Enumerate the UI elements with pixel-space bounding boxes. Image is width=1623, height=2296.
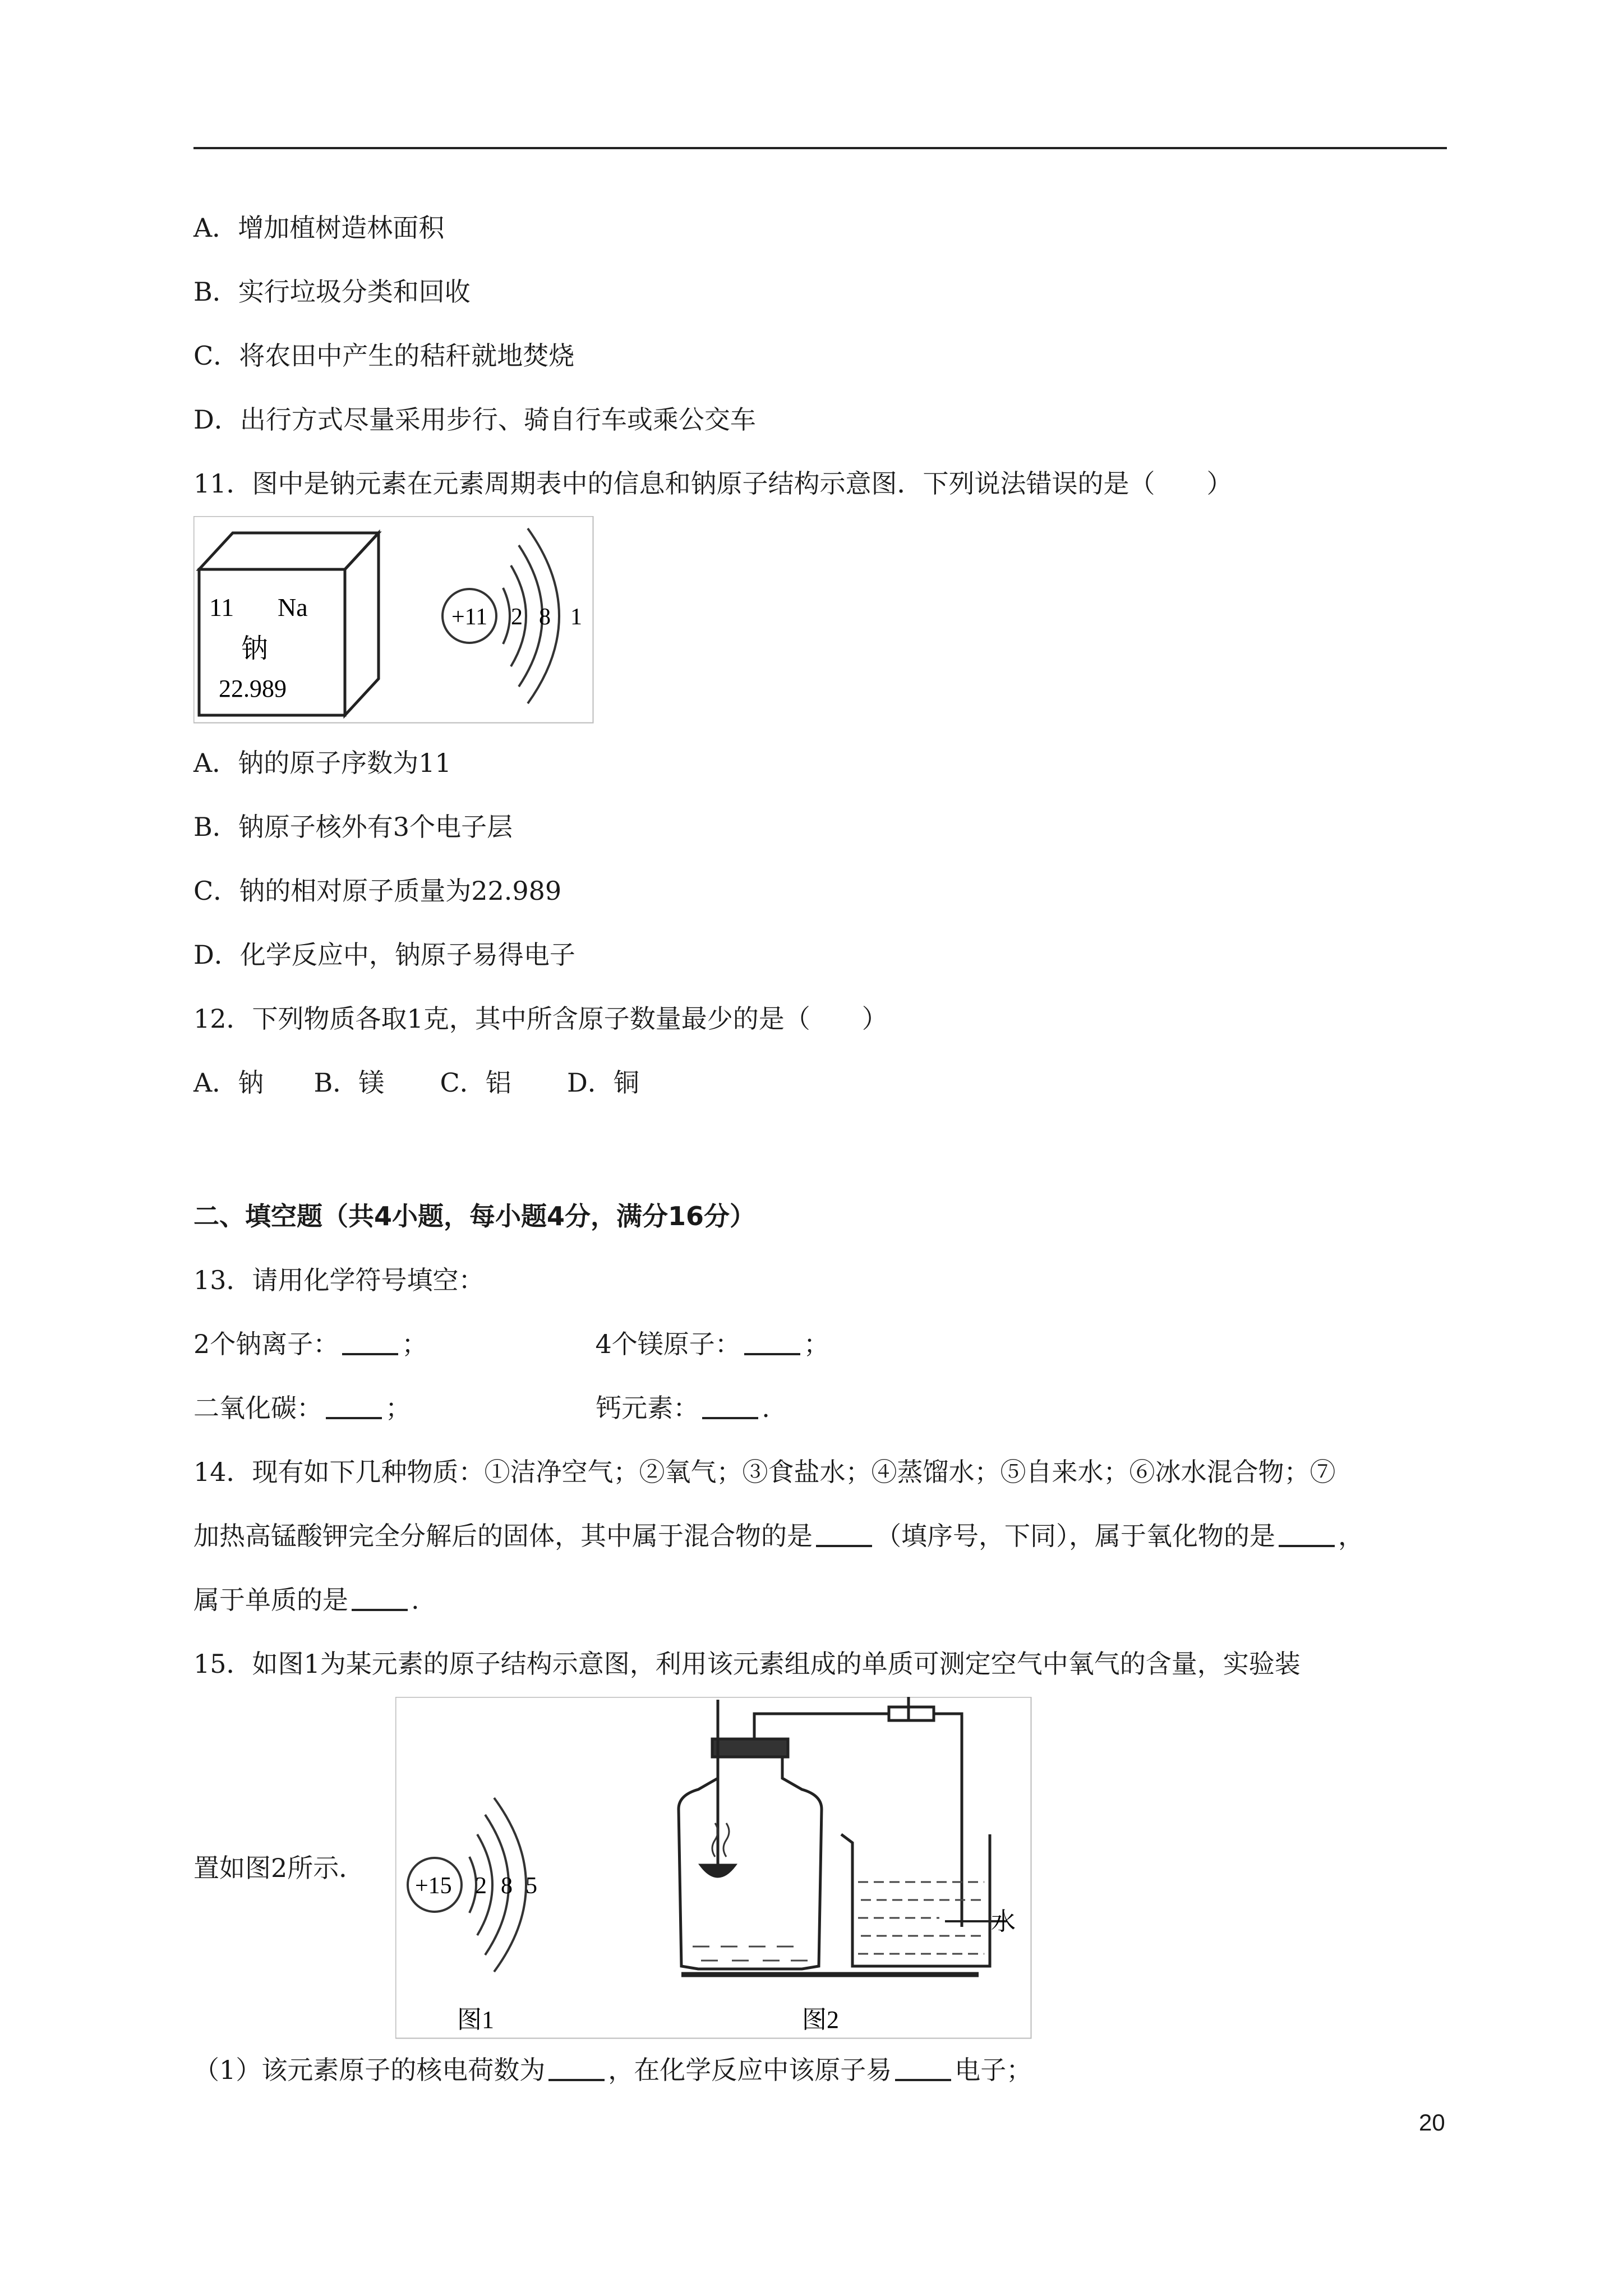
q13-item-4: 钙元素： xyxy=(596,1393,699,1423)
answer-blank xyxy=(895,2056,951,2081)
q15-sub-1a: （1）该元素原子的核电荷数为 xyxy=(193,2055,546,2085)
q14-line-2b: （填序号，下同），属于氧化物的是 xyxy=(875,1521,1275,1551)
answer-blank xyxy=(326,1395,382,1419)
answer-blank xyxy=(816,1522,872,1547)
water-label: 水 xyxy=(991,1908,1016,1935)
q14-line-1: 14．现有如下几种物质：①洁净空气；②氧气；③食盐水；④蒸馏水；⑤自来水；⑥冰水混合物；⑦ xyxy=(193,1457,1336,1487)
fig1-shell-3: 5 xyxy=(525,1873,537,1899)
fig1-shell-1: 2 xyxy=(475,1873,487,1899)
fig1-nucleus-charge: +15 xyxy=(415,1873,452,1899)
q11-figure-svg xyxy=(193,516,594,724)
q11-option-a: A．钠的原子序数为11 xyxy=(193,748,451,778)
cell-symbol: Na xyxy=(278,593,308,622)
jar-water xyxy=(693,1947,808,1961)
q11-figure xyxy=(193,516,594,724)
q13-row-1: 2个钠离子： ； 4个镁原子： ； xyxy=(193,1329,829,1359)
q12-option-a: A．钠 xyxy=(193,1068,264,1098)
answer-blank xyxy=(744,1331,800,1355)
q11-option-c: C．钠的相对原子质量为22.989 xyxy=(193,876,562,906)
q13-item-2: 4个镁原子： xyxy=(595,1329,741,1359)
atom-shell-2: 8 xyxy=(539,604,551,630)
q10-option-a: A．增加植树造林面积 xyxy=(193,213,445,243)
fig1-label: 图1 xyxy=(457,2006,494,2033)
q11-stem: 11．图中是钠元素在元素周期表中的信息和钠原子结构示意图．下列说法错误的是（ ） xyxy=(193,468,1233,499)
q11-option-b: B．钠原子核外有3个电子层 xyxy=(193,812,513,842)
section-2-title: 二、填空题（共4小题，每小题4分，满分16分） xyxy=(193,1201,756,1231)
q10-option-b: B．实行垃圾分类和回收 xyxy=(193,277,471,307)
atom-shell-3: 1 xyxy=(570,604,582,630)
q12-option-b: B．镁 xyxy=(313,1068,385,1098)
q13-item-3: 二氧化碳： xyxy=(193,1393,322,1423)
q10-option-c: C．将农田中产生的秸秆就地焚烧 xyxy=(193,341,575,371)
q12-option-c: C．铝 xyxy=(440,1068,511,1098)
q11-option-d: D．化学反应中，钠原子易得电子 xyxy=(193,940,575,970)
q13-stem: 13．请用化学符号填空： xyxy=(193,1265,485,1295)
q14-line-2a: 加热高锰酸钾完全分解后的固体，其中属于混合物的是 xyxy=(193,1521,813,1551)
q13-item-1: 2个钠离子： xyxy=(193,1329,339,1359)
q15-sub-1c: 电子； xyxy=(955,2055,1032,2085)
q15-sub-1b: ，在化学反应中该原子易 xyxy=(608,2055,892,2085)
page-number: 20 xyxy=(1419,2109,1445,2136)
q13-row-2: 二氧化碳： ； 钙元素： . xyxy=(193,1393,770,1423)
q14-line-2: 加热高锰酸钾完全分解后的固体，其中属于混合物的是 （填序号，下同），属于氧化物的是 ， xyxy=(193,1521,1364,1551)
cell-atomic-number: 11 xyxy=(209,593,234,622)
fig1-shell-2: 8 xyxy=(501,1873,513,1899)
fig2-label: 图2 xyxy=(802,2006,839,2033)
smoke-icon xyxy=(712,1823,729,1857)
q15-stem: 15．如图1为某元素的原子结构示意图，利用该元素组成的单质可测定空气中氧气的含量，实验装 xyxy=(193,1649,1301,1679)
atom-nucleus-charge: +11 xyxy=(451,604,488,630)
answer-blank xyxy=(342,1331,398,1355)
q15-figure-svg xyxy=(395,1697,1032,2039)
atom-shell-1: 2 xyxy=(511,604,523,630)
answer-blank xyxy=(1279,1522,1335,1547)
answer-blank xyxy=(548,2056,605,2081)
cell-element-name: 钠 xyxy=(241,634,269,664)
q15-stem-cont: 置如图2所示． xyxy=(193,1853,365,1883)
answer-blank xyxy=(702,1395,758,1419)
q14-line-3a: 属于单质的是 xyxy=(193,1585,348,1615)
cell-atomic-mass: 22.989 xyxy=(219,675,287,702)
q12-option-d: D．铜 xyxy=(567,1068,639,1098)
q15-sub-1 xyxy=(193,2053,1032,2087)
q14-line-3: 属于单质的是 . xyxy=(193,1585,419,1615)
beaker-water xyxy=(858,1882,984,1954)
q12-options xyxy=(193,1066,639,1099)
q12-stem: 12．下列物质各取1克，其中所含原子数量最少的是（ ） xyxy=(193,1004,888,1034)
q10-option-d: D．出行方式尽量采用步行、骑自行车或乘公交车 xyxy=(193,404,756,435)
header-rule xyxy=(193,147,1447,149)
answer-blank xyxy=(352,1586,408,1611)
q15-figure xyxy=(395,1697,1032,2039)
